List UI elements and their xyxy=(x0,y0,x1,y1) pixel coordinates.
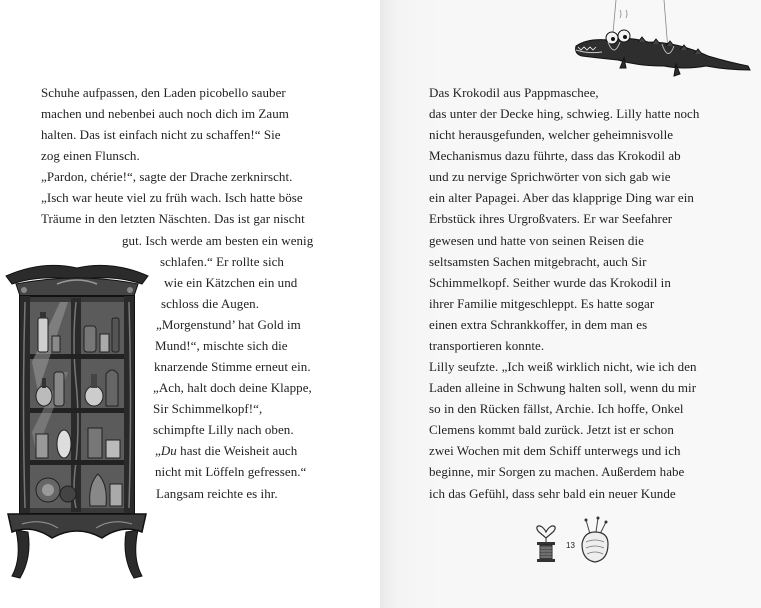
right-line: ein alter Papagei. Aber das klapprige Ding war ein xyxy=(429,190,694,205)
right-line: gewesen und hatte von seinen Reisen die xyxy=(429,233,644,248)
right-line: transportieren konnte. xyxy=(429,338,545,353)
pincushion-icon xyxy=(578,516,612,564)
left-page xyxy=(0,0,380,608)
left-line: nicht mit Löffeln gefressen.“ xyxy=(155,464,307,479)
right-line: Erbstück ihres Urgroßvaters. Er war Seefahrer xyxy=(429,211,673,226)
left-line: Langsam reichte es ihr. xyxy=(156,486,278,501)
right-line: und zu nervige Sprichwörter von sich gab wie xyxy=(429,169,671,184)
left-line: „Ach, halt doch deine Klappe, xyxy=(153,380,312,395)
right-line: so in den Rücken fällst, Archie. Ich hoffe, Onkel xyxy=(429,401,684,416)
right-line: ich das Gefühl, dass sehr bald ein neuer Kunde xyxy=(429,486,676,501)
heart-spool-icon xyxy=(531,518,561,564)
right-line: ihrer Familie mitgeschleppt. Es hatte sogar xyxy=(429,296,655,311)
left-line: gut. Isch werde am besten ein wenig xyxy=(122,233,314,248)
page-number: 13 xyxy=(566,541,575,550)
left-line: Träume in den letzten Näschten. Das ist gar nischt xyxy=(41,211,305,226)
left-line: machen und nebenbei auch noch dich im Zaum xyxy=(41,106,289,121)
left-line: knarzende Stimme erneut ein. xyxy=(154,359,311,374)
glass-cabinet-illustration xyxy=(2,262,152,580)
right-line: einen extra Schrankkoffer, in dem man es xyxy=(429,317,648,332)
right-line: Lilly seufzte. „Ich weiß wirklich nicht, wie ich den xyxy=(429,359,697,374)
left-line-rest: hast die Weisheit auch xyxy=(180,443,298,458)
right-line: seltsamsten Sachen mitgebracht, auch Sir xyxy=(429,254,647,269)
left-line: „Morgenstund’ hat Gold im xyxy=(156,317,301,332)
left-line: zog einen Flunsch. xyxy=(41,148,140,163)
hanging-crocodile-illustration xyxy=(568,0,754,90)
left-line: halten. Das ist einfach nicht zu schaffen!“ Sie xyxy=(41,127,281,142)
right-line: Das Krokodil aus Pappmaschee, xyxy=(429,85,599,100)
right-line: das unter der Decke hing, schwieg. Lilly hatte noch xyxy=(429,106,700,121)
right-line: Schimmelkopf. Seither wurde das Krokodil in xyxy=(429,275,671,290)
left-line: Schuhe aufpassen, den Laden picobello sauber xyxy=(41,85,286,100)
right-line: nicht herausgefunden, welcher geheimnisvolle xyxy=(429,127,674,142)
left-line: schimpfte Lilly nach oben. xyxy=(153,422,294,437)
left-line: „Isch war heute viel zu früh wach. Isch hatte böse xyxy=(41,190,303,205)
italic-word: Du xyxy=(160,443,177,458)
right-line: beginne, mir Sorgen zu machen. Außerdem habe xyxy=(429,464,685,479)
left-line: schlafen.“ Er rollte sich xyxy=(160,254,284,269)
right-line: Mechanismus dazu führte, dass das Krokodil ab xyxy=(429,148,681,163)
left-line xyxy=(155,440,297,461)
left-line: schloss die Augen. xyxy=(161,296,260,311)
left-line: Sir Schimmelkopf!“, xyxy=(153,401,263,416)
quote-mark: „ xyxy=(155,443,161,458)
right-line: Laden alleine in Schwung halten soll, wenn du mir xyxy=(429,380,697,395)
left-line: Mund!“, mischte sich die xyxy=(155,338,288,353)
right-line: Clemens kommt bald zurück. Jetzt ist er schon xyxy=(429,422,674,437)
right-line: zwei Wochen mit dem Schiff unterwegs und ich xyxy=(429,443,681,458)
left-line: „Pardon, chérie!“, sagte der Drache zerknirscht. xyxy=(41,169,293,184)
left-line: wie ein Kätzchen ein und xyxy=(164,275,298,290)
